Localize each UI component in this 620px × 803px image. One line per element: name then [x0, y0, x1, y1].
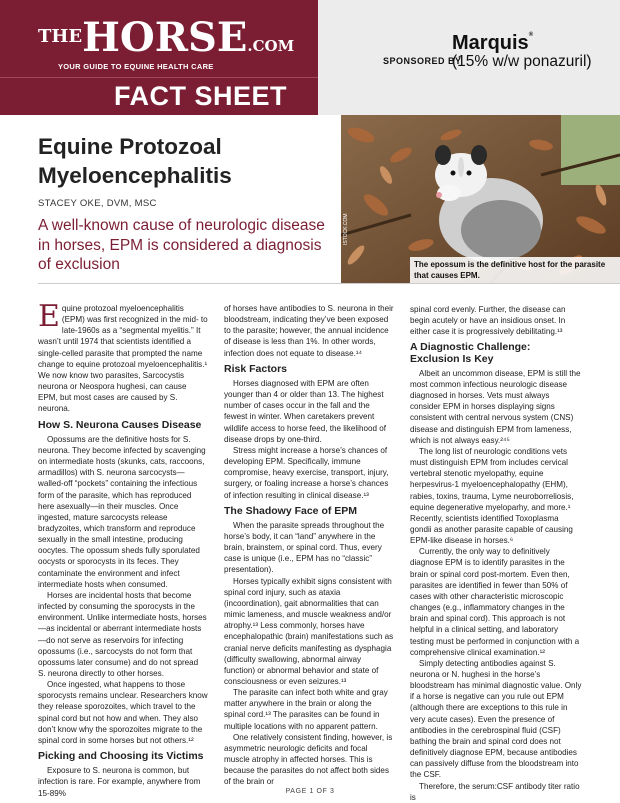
paragraph: The long list of neurologic conditions vets must distinguish EPM from includes cervical vertebral stenotic myelopathy, equine herpesvirus-1 myeloencephalopathy (EHM), rabies, toxins, trauma, Lyme neuroborreliosis, equine degenerative myeloparhy, and more.¹ Recently, scientists identified Toxoplasma gondii as another parasite capable of causing EPM-like disease in horses.⁶	[410, 446, 574, 546]
article-author: STACEY OKE, DVM, MSC	[38, 198, 157, 209]
logo-the: THE	[38, 26, 83, 47]
banner-divider	[0, 77, 318, 78]
article-subtitle: A well-known cause of neurologic disease in horses, EPM is considered a diagnosis of exclusion	[38, 217, 325, 273]
registered-mark: ®	[528, 32, 534, 38]
article-title: Equine Protozoal Myeloencephalitis	[38, 134, 232, 188]
paragraph: Currently, the only way to definitively diagnose EPM is to identify parasites in the brain or spinal cord post-mortem. Even then, parasites are identified in fewer than 50% of cases with other characteristic microscopic changes (e.g., inflammatory changes in the brain and spinal cord). This approach is not helpful in a clinical setting, and laboratory testing must be performed in conjunction with a comprehensive clinical examination.¹²	[410, 547, 580, 657]
section-divider	[38, 283, 620, 284]
paragraph: Equine protozoal myeloencephalitis (EPM) was first recognized in the mid- to late-1960s as a “segmental myelitis.” It wasn’t until 1974 that scientists identified a single-celled parasite that prompted the name change to equine protozoal myeloencephalitis.¹ We now know two parasites, Sarcocystis neurona or Neospora hughesi, can cause EPM, but most cases are caused by S. neurona.	[38, 299, 208, 414]
sponsor-brand: Marquis®	[452, 32, 534, 54]
section-heading: How S. Neurona Causes Disease	[38, 418, 202, 431]
sponsor-detail: (15% w/w ponazuril)	[452, 53, 592, 70]
site-logo[interactable]	[38, 14, 295, 61]
paragraph: Albeit an uncommon disease, EPM is still the most common infectious neurologic disease diagnosed in horses. Vets must always consider EPM in horses displaying signs consistent with central nervous system (CNS) disease and distinguish EPM from lameness, which is not always easy.²⁴⁵	[410, 368, 581, 445]
sponsored-by-label: SPONSORED BY	[383, 56, 462, 66]
photo-caption: The epossum is the definitive host for the parasite that causes EPM.	[414, 260, 606, 280]
paragraph: of horses have antibodies to S. neurona in their bloodstream, indicating they’ve been exposed to the parasite; however, the annual incidence of disease is less than 1%. In other words, infection does not equate to disease.¹⁴	[224, 304, 394, 358]
fact-sheet-banner: FACT SHEET	[114, 81, 288, 111]
drop-cap: E	[38, 299, 60, 334]
paragraph: Stress might increase a horse’s chances of developing EPM. Specifically, immune compromise, heavy exercise, transport, injury, surgery, or foaling increase a horse’s chances of infection resulting in clinical disease.¹³	[224, 445, 389, 500]
paragraph: The parasite can infect both white and gray matter anywhere in the brain or along the spinal cord.¹³ The parasites can be found in multiple locations with no apparent pattern.	[224, 688, 388, 731]
paragraph: Opossums are the definitive hosts for S. neurona. They become infected by scavenging on intermediate hosts (skunks, cats, raccoons, armadillos) with S. neurona sarcocysts—walled-off “pockets” containing the infectious form of the parasite, which has reproduced here asexually—in their muscles. Once ingested, mature sarcocysts release bradyzoites, which transform and reproduce sexually in the small intestine, producing oocytes. The opossum sheds fully sporulated oocysts or sporocysts in its feces. They contaminate the environment and infect intermediate hosts when consumed.	[38, 434, 206, 589]
paragraph: Horses diagnosed with EPM are often younger than 4 or older than 13. The highest number of cases occur in the fall and the fewest in winter. When caretakers prevent wildlife access to horse feed, the likelihood of disease drops by one-third.	[224, 378, 386, 444]
paragraph: One relatively consistent finding, however, is asymmetric neurologic deficits and focal muscle atrophy in affected horses. This is because the parasites do not affect both sides of the brain or	[224, 732, 393, 787]
paragraph: Simply detecting antibodies against S. neurona or N. hughesi in the horse’s bloodstream has minimal diagnostic value. Only if a horse is negative can you rule out EPM (although there are exceptions to this rule in very acute cases). Even the presence of antibodies in the cerebrospinal fluid (CSF) bathing the brain and spinal cord does not definitively diagnose EPM, because antibodies can passively diffuse from the bloodstream into the CSF.	[410, 658, 582, 780]
section-heading: Risk Factors	[224, 362, 288, 375]
paragraph: Horses typically exhibit signs consistent with spinal cord injury, such as ataxia (incoordination), gait abnormalities that can mimic lameness, and muscle weakness and/or atrophy.¹³ Less commonly, horses have encephalopathic (brain) manifestations such as cranial nerve deficits manifesting as dysphagia (difficulty swallowing, abnormal airway function) or abnormal behavior and state of consciousness or even seizures.¹³	[224, 576, 394, 686]
section-heading: A Diagnostic Challenge: Exclusion Is Key	[410, 341, 531, 365]
site-tagline: YOUR GUIDE TO EQUINE HEALTH CARE	[58, 62, 214, 71]
paragraph: Horses are incidental hosts that become infected by consuming the sporocysts in the environment. Unlike intermediate hosts, horses—as incidental or aberrant intermediate hosts—do not serve as reservoirs for infecting opossums (i.e., sarcocysts do not form that opossums later consume) and do not spread S. neurona directly to other horses.	[38, 590, 207, 678]
page-number: PAGE 1 OF 3	[285, 788, 335, 795]
column-3	[410, 304, 582, 803]
logo-horse: HORSE	[82, 14, 248, 61]
section-heading: Picking and Choosing its Victims	[38, 750, 204, 763]
paragraph: Therefore, the serum:CSF antibody titer ratio is	[410, 781, 580, 802]
logo-com: .COM	[247, 37, 295, 55]
paragraph: Once ingested, what happens to those sporocysts remains unclear. Researchers know they release sporozoites, which travel to the spinal cord but not how and when. They also don’t know why the sporozoites migrate to the spinal cord in some horses but not others.¹²	[38, 680, 208, 745]
column-1	[38, 299, 208, 799]
column-2	[224, 303, 394, 788]
paragraph: spinal cord evenly. Further, the disease can begin acutely or have an insidious onset. In either case it is progressively debilitating.¹³	[410, 305, 566, 337]
section-heading: The Shadowy Face of EPM	[224, 504, 358, 517]
photo-credit: ISTOCK.COM	[343, 213, 349, 245]
paragraph: When the parasite spreads throughout the horse’s body, it can “land” anywhere in the brain, brainstem, or spinal cord. Thus, every case is unique (i.e., EPM has no “classic” presentation).	[224, 520, 385, 575]
paragraph: Exposure to S. neurona is common, but infection is rare. For example, anywhere from 15-89%	[38, 766, 201, 798]
